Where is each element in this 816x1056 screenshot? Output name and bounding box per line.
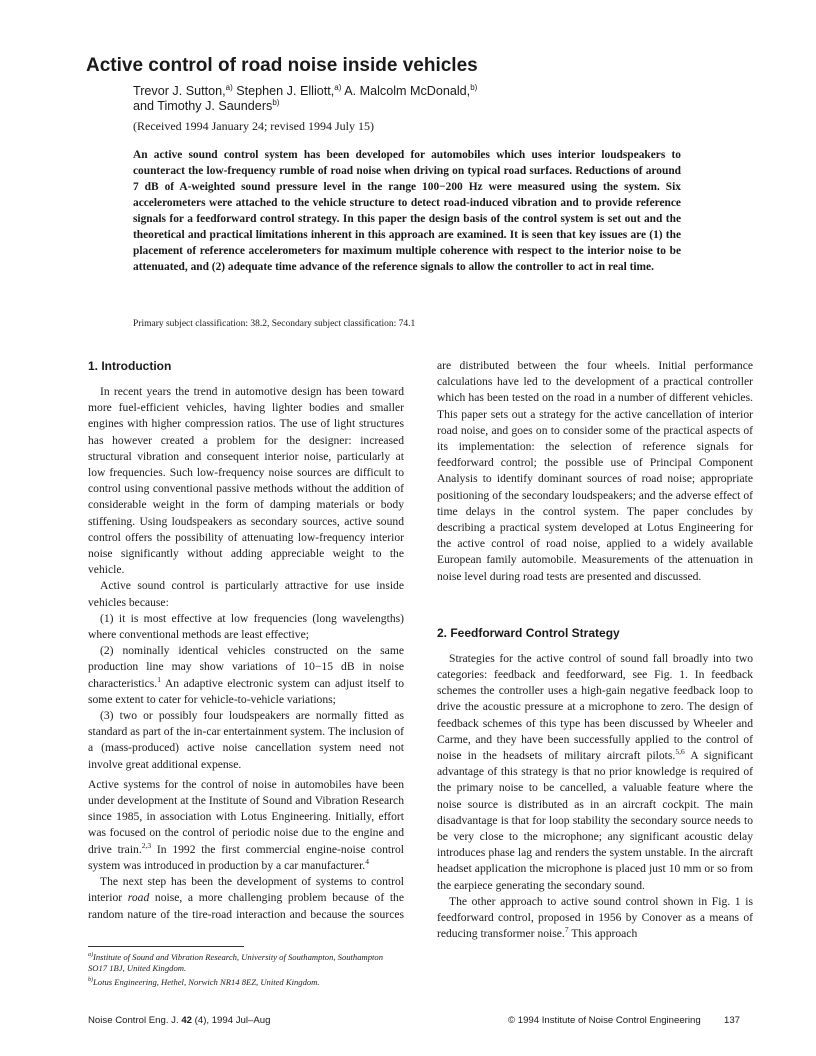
footnote xyxy=(88,977,404,988)
affiliation-mark: a) xyxy=(225,82,233,92)
intro-paragraph-continued: are distributed between the four wheels. Initial performance calculations have led to the development of a practical controller which has been tested on the road in a number of different vehicles. This paper sets out a strategy for the active cancellation of interior road noise, and goes on to consider some of the practical aspects of its implementation: the selection of reference signals for feedforward control; the possible use of Principal Component Analysis to identify dominant sources of road noise; appropriate positioning of the secondary loudspeakers; and the adverse effect of time delays in the control system. The paper concludes by describing a practical system developed at Lotus Engineering for the active control of road noise, applied to a widely available European family automobile. Measurements of the attenuation in noise level during road tests are presented and discussed. xyxy=(437,359,753,583)
intro-paragraph xyxy=(88,777,404,874)
list-item: (3) two or possibly four loudspeakers are normally fitted as standard as part of the in-car entertainment system. The inclusion of a (mass-produced) active noise cancellation system need not involve great additional expense. xyxy=(88,709,404,771)
citation-ref: 7 xyxy=(564,925,569,935)
footnote-text: Lotus Engineering, Hethel, Norwich NR14 8EZ, United Kingdom. xyxy=(93,977,320,987)
feedforward-paragraph xyxy=(437,651,753,894)
footnote xyxy=(88,952,404,974)
abstract: An active sound control system has been developed for automobiles which uses interior loudspeakers to counteract the low-frequency rumble of road noise when driving on typical road surfaces. Reductions of around 7 dB of A-weighted sound pressure level in the range 100−200 Hz were measured using the system. Six accelerometers were attached to the vehicle structure to detect road-induced vibration and to provide reference signals for a feedforward control strategy. In this paper the design basis of the control system is set out and the theoretical and practical limitations inherent in this approach are examined. It is seen that key issues are (1) the placement of reference accelerometers for maximum multiple coherence with respect to the interior noise to be attenuated, and (2) adequate time advance of the reference signals to allow the controller to act in real time. xyxy=(133,149,681,273)
author-name: and Timothy J. Saunders xyxy=(133,99,273,113)
received-dates: (Received 1994 January 24; revised 1994 July 15) xyxy=(133,119,374,133)
footnote-rule xyxy=(88,946,244,947)
section-gap xyxy=(437,585,753,625)
list-item xyxy=(88,643,404,708)
list-item: (1) it is most effective at low frequencies (long wavelengths) where conventional methods are least effective; xyxy=(88,611,404,642)
emphasis-text: road xyxy=(127,891,150,905)
affiliation-mark: a) xyxy=(334,82,342,92)
list-item-text: An adaptive electronic system can adjust itself to some extent to cater for vehicle-to-vehicle variations; xyxy=(88,676,404,706)
section-heading-feedforward: 2. Feedforward Control Strategy xyxy=(437,625,620,640)
journal-name: Noise Control Eng. J. xyxy=(88,1015,182,1026)
section-heading-introduction: 1. Introduction xyxy=(88,359,172,373)
footnote-mark: a) xyxy=(88,952,93,959)
author-name: Stephen J. Elliott, xyxy=(236,84,335,98)
paper-title: Active control of road noise inside vehicles xyxy=(86,55,478,76)
citation-ref: 4 xyxy=(365,857,369,867)
continued-paragraph xyxy=(437,358,753,585)
affiliation-mark: b) xyxy=(470,82,478,92)
paragraph-text: A significant advantage of this strategy is that no prior knowledge is required of the primary noise to be cancelled, a valuable feature where the noise source is distributed as in an aircraft cockpit. The main disadvantage is that for loop stability the secondary source needs to be very close to the microphone; any significant acoustic delay introduces phase lag and renders the system unstable. In the aircraft headset application the microphone is placed just 10 mm or so from the earpiece generating the secondary sound. xyxy=(437,749,753,892)
footnote-mark: b) xyxy=(88,977,93,984)
subject-classification: Primary subject classification: 38.2, Secondary subject classification: 74.1 xyxy=(133,319,416,329)
affiliation-mark: b) xyxy=(272,97,280,107)
journal-issue: (4), 1994 Jul–Aug xyxy=(192,1015,271,1026)
citation-ref: 5,6 xyxy=(675,747,685,757)
intro-paragraph: In recent years the trend in automotive design has been toward more fuel-efficient vehicles, having lighter bodies and smaller engines with higher compression ratios. The use of light structures has however created a problem for the designer: increased structural vibration and consequent interior noise, particularly at low frequencies. Such low-frequency noise sources are difficult to control using conventional passive methods without the addition of considerable weight in the form of damping materials or body stiffening. Using loudspeakers as secondary sources, active sound control offers the possibility of attenuating low-frequency interior noise significantly without adding appreciable weight to the vehicle. xyxy=(88,385,404,577)
citation-ref: 2,3 xyxy=(141,840,152,850)
paragraph-text: The next step has been the development of systems to control interior xyxy=(88,875,404,905)
citation-ref: 1 xyxy=(157,674,161,684)
paragraph-text: noise, a more challenging problem because of the random nature of the tire-road interaction and because the sources xyxy=(88,891,404,921)
journal-citation xyxy=(88,1015,270,1027)
intro-paragraph xyxy=(88,874,404,923)
author-name: Trevor J. Sutton, xyxy=(133,84,226,98)
paragraph-text: This approach xyxy=(568,927,638,941)
feedforward-paragraph xyxy=(437,894,753,943)
left-column xyxy=(88,358,404,923)
list-item-text: (2) nominally identical vehicles constructed on the same production line may show variations of 10−15 dB in noise characteristics. xyxy=(88,644,404,690)
right-column xyxy=(437,358,753,943)
copyright-notice: © 1994 Institute of Noise Control Engineering xyxy=(508,1015,701,1026)
journal-volume: 42 xyxy=(181,1015,192,1026)
page-number: 137 xyxy=(723,1015,740,1026)
author-name: A. Malcolm McDonald, xyxy=(344,84,471,98)
paragraph-text: Strategies for the active control of sound fall broadly into two categories: feedback and feedforward, see Fig. 1. In feedback schemes the controller uses a high-gain negative feedback loop to drive the acoustic pressure at a microphone to zero. The design of feedback schemes of this type has been discussed by Wheeler and Carme, and they have been successfully applied to the control of noise in the headsets of military aircraft pilots. xyxy=(437,651,753,763)
footnotes xyxy=(88,952,404,991)
paragraph-text: The other approach to active sound control shown in Fig. 1 is feedforward control, proposed in 1956 by Conover as a means of reducing transformer noise. xyxy=(437,894,753,941)
footnote-text: Institute of Sound and Vibration Research, University of Southampton, Southampton SO17 1BJ, United Kingdom. xyxy=(88,952,384,973)
paragraph-text: Active systems for the control of noise in automobiles have been under development at the Institute of Sound and Vibration Research since 1985, in association with Lotus Engineering. Initially, effort was focused on the control of periodic noise due to the engine and drive train. xyxy=(88,777,404,856)
paragraph-text: In 1992 the first commercial engine-noise control system was introduced in production by a car manufacturer. xyxy=(88,842,404,872)
intro-paragraph: Active sound control is particularly attractive for use inside vehicles because: xyxy=(88,579,404,609)
author-list xyxy=(133,84,693,114)
